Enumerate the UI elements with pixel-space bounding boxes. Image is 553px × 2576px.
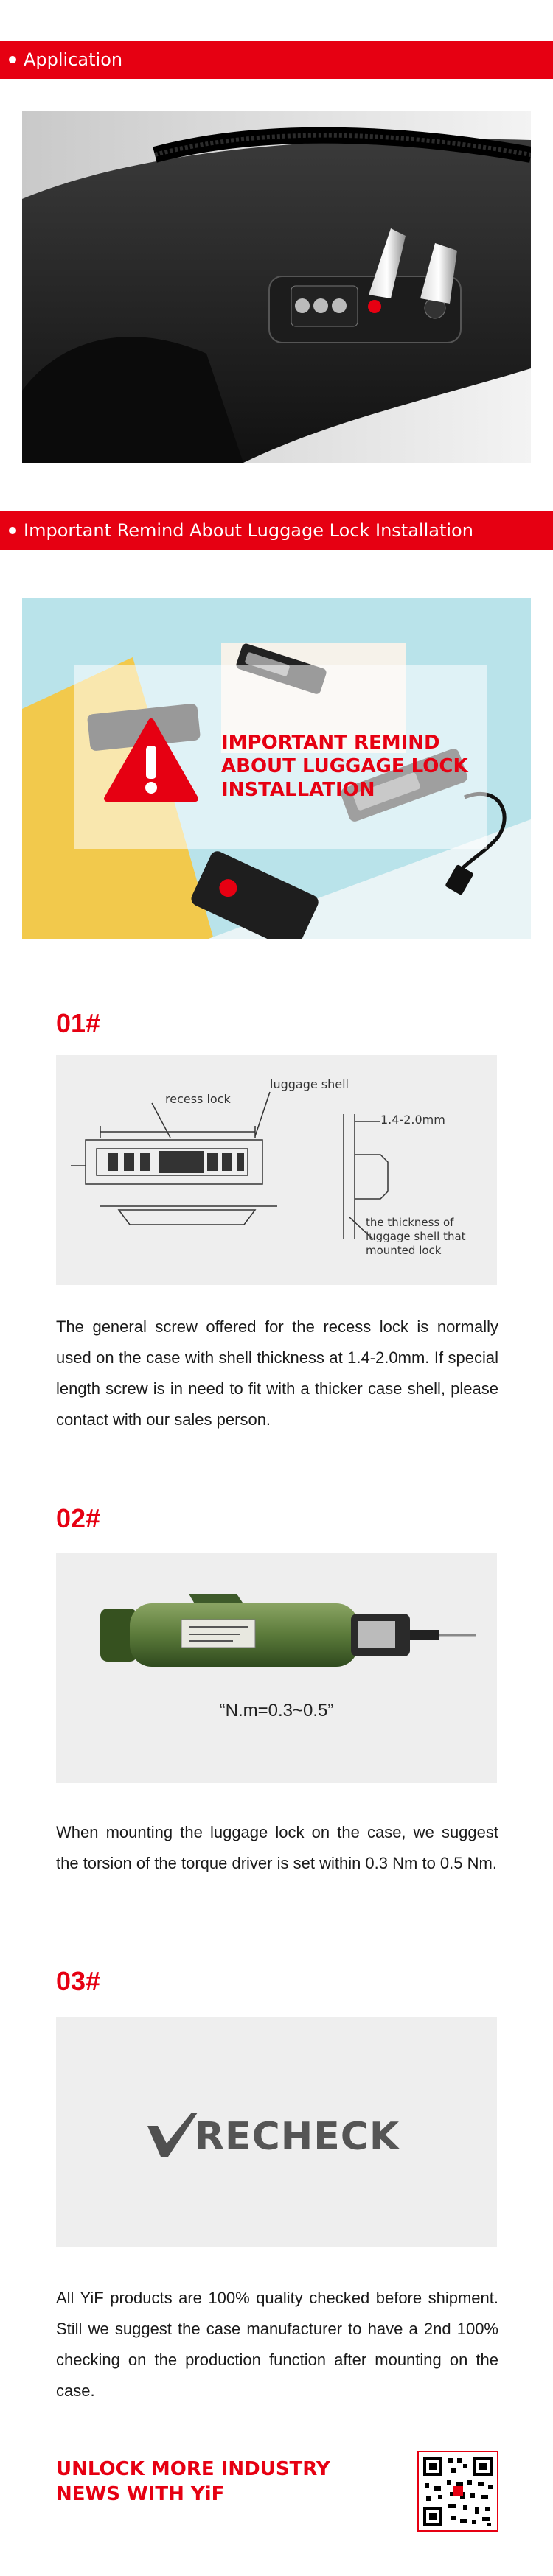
step3-number: 03# xyxy=(56,1966,101,1996)
step1-text: The general screw offered for the recess lock is normally used on the case with shell thickness at 1.4-2.0mm. If special length screw is in need to fit with a thicker case shell, please contact with our sales person. xyxy=(56,1317,498,1429)
application-photo xyxy=(22,111,531,463)
footer-slogan xyxy=(56,2457,330,2507)
remind-heading-line1: IMPORTANT REMIND xyxy=(221,732,440,754)
step2-text: When mounting the luggage lock on the case, we suggest the torsion of the torque driver is set within 0.3 Nm to 0.5 Nm. xyxy=(56,1823,498,1872)
label-luggage-shell: luggage shell xyxy=(270,1077,349,1091)
step2-number: 02# xyxy=(56,1503,101,1533)
remind-image xyxy=(22,598,531,939)
remind-heading-line3: INSTALLATION xyxy=(221,779,375,801)
step3-text: All YiF products are 100% quality checked before shipment. Still we suggest the case manufacturer to have a 2nd 100% checking on the production function after mounting on the case. xyxy=(56,2289,498,2400)
step1-number: 01# xyxy=(56,1008,101,1038)
remind-title: Important Remind About Luggage Lock Installation xyxy=(24,520,473,541)
label-shell-thickness: the thickness of luggage shell that mounted lock xyxy=(366,1216,466,1257)
step1-diagram xyxy=(56,1055,497,1285)
footer-line1: UNLOCK MORE INDUSTRY xyxy=(56,2458,330,2480)
qr-code-icon[interactable] xyxy=(417,2451,498,2532)
label-thickness-range: 1.4-2.0mm xyxy=(380,1113,445,1127)
remind-banner xyxy=(0,511,553,550)
bullet-icon xyxy=(9,56,16,63)
torque-value-label: “N.m=0.3~0.5” xyxy=(219,1701,334,1721)
step2-torque-image xyxy=(56,1553,497,1783)
check-mark-icon xyxy=(146,2111,198,2157)
step3-recheck-image xyxy=(56,2017,497,2247)
bullet-icon xyxy=(9,527,16,534)
remind-heading-line2: ABOUT LUGGAGE LOCK xyxy=(221,755,468,777)
application-banner xyxy=(0,41,553,79)
recheck-label: RECHECK xyxy=(195,2115,400,2159)
remind-heading xyxy=(221,731,501,802)
application-title: Application xyxy=(24,49,123,70)
warning-icon xyxy=(103,718,199,802)
footer-line2: NEWS WITH YiF xyxy=(56,2483,225,2505)
label-recess-lock: recess lock xyxy=(165,1092,231,1106)
